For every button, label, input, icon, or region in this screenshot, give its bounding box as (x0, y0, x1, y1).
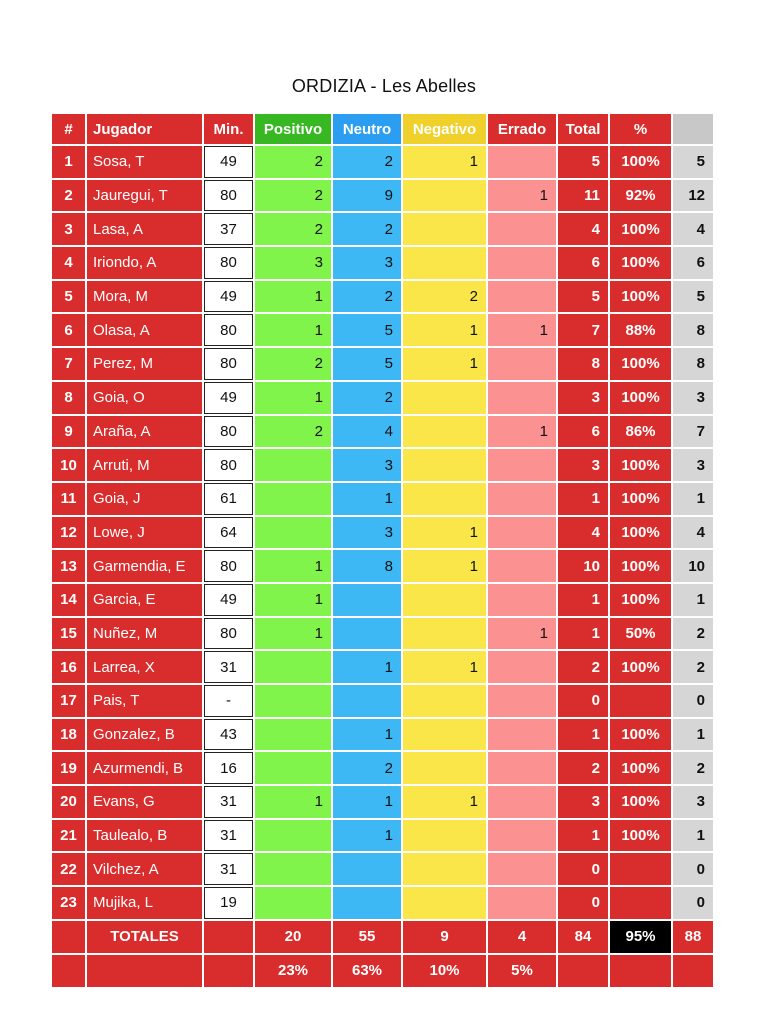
positive-count (255, 752, 331, 784)
extra-count: 8 (673, 348, 713, 380)
pct-num-cell (52, 955, 85, 987)
extra-count: 4 (673, 213, 713, 245)
totals-errado: 4 (488, 921, 556, 953)
total-count: 1 (558, 719, 608, 751)
total-count: 6 (558, 416, 608, 448)
header-positive: Positivo (255, 114, 331, 144)
positive-count: 2 (255, 416, 331, 448)
player-name: Goia, J (87, 483, 202, 515)
errado-count (488, 651, 556, 683)
neutral-count (333, 853, 401, 885)
totals-extra: 88 (673, 921, 713, 953)
positive-count (255, 853, 331, 885)
total-count: 10 (558, 550, 608, 582)
errado-count (488, 887, 556, 919)
header-total: Total (558, 114, 608, 144)
extra-count: 3 (673, 786, 713, 818)
success-percent: 100% (610, 146, 671, 178)
total-count: 1 (558, 483, 608, 515)
success-percent: 100% (610, 517, 671, 549)
negative-count (403, 853, 486, 885)
header-percent: % (610, 114, 671, 144)
success-percent: 100% (610, 752, 671, 784)
positive-count (255, 651, 331, 683)
pct-neutral: 63% (333, 955, 401, 987)
extra-count: 0 (673, 887, 713, 919)
minutes: 80 (204, 180, 253, 212)
totals-label: TOTALES (87, 921, 202, 953)
extra-count: 1 (673, 719, 713, 751)
total-count: 5 (558, 146, 608, 178)
minutes: 31 (204, 820, 253, 852)
extra-count: 2 (673, 618, 713, 650)
negative-count (403, 416, 486, 448)
errado-count (488, 550, 556, 582)
table-row (52, 584, 713, 616)
success-percent: 100% (610, 820, 671, 852)
row-number: 1 (52, 146, 85, 178)
table-row (52, 685, 713, 717)
negative-count (403, 247, 486, 279)
minutes: 80 (204, 618, 253, 650)
row-number: 7 (52, 348, 85, 380)
errado-count (488, 146, 556, 178)
extra-count: 3 (673, 449, 713, 481)
errado-count: 1 (488, 416, 556, 448)
minutes: 80 (204, 314, 253, 346)
minutes: 31 (204, 651, 253, 683)
total-count: 3 (558, 449, 608, 481)
totals-num-cell (52, 921, 85, 953)
total-count: 3 (558, 382, 608, 414)
neutral-count: 9 (333, 180, 401, 212)
table-row (52, 820, 713, 852)
player-name: Evans, G (87, 786, 202, 818)
neutral-count: 2 (333, 382, 401, 414)
row-number: 8 (52, 382, 85, 414)
neutral-count: 4 (333, 416, 401, 448)
total-count: 2 (558, 651, 608, 683)
neutral-count: 1 (333, 820, 401, 852)
negative-count (403, 483, 486, 515)
table-row (52, 247, 713, 279)
extra-count: 8 (673, 314, 713, 346)
player-name: Mora, M (87, 281, 202, 313)
errado-count: 1 (488, 180, 556, 212)
player-name: Arruti, M (87, 449, 202, 481)
row-number: 15 (52, 618, 85, 650)
pct-errado: 5% (488, 955, 556, 987)
table-row (52, 719, 713, 751)
neutral-count: 1 (333, 719, 401, 751)
pct-total-cell (558, 955, 608, 987)
row-number: 3 (52, 213, 85, 245)
positive-count (255, 517, 331, 549)
player-name: Goia, O (87, 382, 202, 414)
header-num: # (52, 114, 85, 144)
totals-min-cell (204, 921, 253, 953)
total-count: 11 (558, 180, 608, 212)
header-minutes: Min. (204, 114, 253, 144)
success-percent: 100% (610, 247, 671, 279)
total-count: 2 (558, 752, 608, 784)
row-number: 5 (52, 281, 85, 313)
errado-count (488, 281, 556, 313)
positive-count (255, 685, 331, 717)
player-name: Sosa, T (87, 146, 202, 178)
extra-count: 2 (673, 752, 713, 784)
extra-count: 1 (673, 820, 713, 852)
header-row (52, 114, 713, 144)
row-number: 19 (52, 752, 85, 784)
negative-count (403, 685, 486, 717)
extra-count: 2 (673, 651, 713, 683)
table-row (52, 146, 713, 178)
errado-count (488, 449, 556, 481)
row-number: 16 (52, 651, 85, 683)
total-count: 4 (558, 213, 608, 245)
row-number: 17 (52, 685, 85, 717)
errado-count: 1 (488, 618, 556, 650)
totals-neutral: 55 (333, 921, 401, 953)
minutes: 64 (204, 517, 253, 549)
positive-count: 2 (255, 180, 331, 212)
negative-count (403, 213, 486, 245)
extra-count: 5 (673, 146, 713, 178)
success-percent (610, 853, 671, 885)
minutes: 43 (204, 719, 253, 751)
errado-count (488, 853, 556, 885)
pct-min-cell (204, 955, 253, 987)
errado-count (488, 382, 556, 414)
extra-count: 1 (673, 483, 713, 515)
row-number: 20 (52, 786, 85, 818)
negative-count (403, 584, 486, 616)
minutes: 49 (204, 146, 253, 178)
extra-count: 0 (673, 853, 713, 885)
neutral-count: 1 (333, 483, 401, 515)
total-count: 7 (558, 314, 608, 346)
success-percent: 100% (610, 483, 671, 515)
extra-count: 6 (673, 247, 713, 279)
success-percent (610, 685, 671, 717)
positive-count (255, 887, 331, 919)
neutral-count: 2 (333, 213, 401, 245)
row-number: 14 (52, 584, 85, 616)
minutes: - (204, 685, 253, 717)
extra-count: 4 (673, 517, 713, 549)
negative-count (403, 449, 486, 481)
minutes: 19 (204, 887, 253, 919)
success-percent: 100% (610, 584, 671, 616)
minutes: 16 (204, 752, 253, 784)
total-count: 5 (558, 281, 608, 313)
positive-count: 1 (255, 550, 331, 582)
positive-count: 1 (255, 281, 331, 313)
success-percent: 50% (610, 618, 671, 650)
total-count: 8 (558, 348, 608, 380)
success-percent: 88% (610, 314, 671, 346)
minutes: 80 (204, 247, 253, 279)
extra-count: 12 (673, 180, 713, 212)
totals-row (52, 921, 713, 953)
negative-count: 1 (403, 146, 486, 178)
errado-count (488, 483, 556, 515)
row-number: 2 (52, 180, 85, 212)
table-row (52, 517, 713, 549)
player-name: Lowe, J (87, 517, 202, 549)
page-title: ORDIZIA - Les Abelles (291, 76, 477, 96)
errado-count (488, 685, 556, 717)
negative-count (403, 820, 486, 852)
neutral-count: 2 (333, 281, 401, 313)
neutral-count (333, 584, 401, 616)
positive-count: 2 (255, 213, 331, 245)
positive-count (255, 449, 331, 481)
table-row (52, 887, 713, 919)
positive-count: 2 (255, 146, 331, 178)
row-number: 9 (52, 416, 85, 448)
neutral-count: 8 (333, 550, 401, 582)
row-number: 11 (52, 483, 85, 515)
player-name: Mujika, L (87, 887, 202, 919)
row-number: 22 (52, 853, 85, 885)
header-errado: Errado (488, 114, 556, 144)
total-count: 1 (558, 820, 608, 852)
negative-count: 1 (403, 786, 486, 818)
negative-count: 1 (403, 550, 486, 582)
row-number: 13 (52, 550, 85, 582)
neutral-count (333, 887, 401, 919)
player-name: Garcia, E (87, 584, 202, 616)
header-neutral: Neutro (333, 114, 401, 144)
percentages-row (52, 955, 713, 987)
positive-count: 1 (255, 618, 331, 650)
table-row (52, 786, 713, 818)
pct-positive: 23% (255, 955, 331, 987)
neutral-count: 3 (333, 247, 401, 279)
negative-count (403, 719, 486, 751)
errado-count (488, 786, 556, 818)
neutral-count: 2 (333, 752, 401, 784)
header-extra (673, 114, 713, 144)
minutes: 31 (204, 786, 253, 818)
row-number: 4 (52, 247, 85, 279)
positive-count: 2 (255, 348, 331, 380)
table-row (52, 180, 713, 212)
totals-total: 84 (558, 921, 608, 953)
extra-count: 7 (673, 416, 713, 448)
row-number: 10 (52, 449, 85, 481)
player-name: Jauregui, T (87, 180, 202, 212)
table-row (52, 416, 713, 448)
errado-count (488, 348, 556, 380)
success-percent: 86% (610, 416, 671, 448)
negative-count: 1 (403, 348, 486, 380)
neutral-count: 1 (333, 651, 401, 683)
extra-count: 5 (673, 281, 713, 313)
table-row (52, 853, 713, 885)
negative-count: 1 (403, 517, 486, 549)
success-percent: 100% (610, 213, 671, 245)
extra-count: 0 (673, 685, 713, 717)
minutes: 49 (204, 584, 253, 616)
neutral-count: 5 (333, 314, 401, 346)
total-count: 0 (558, 685, 608, 717)
row-number: 12 (52, 517, 85, 549)
success-percent: 100% (610, 449, 671, 481)
table-row (52, 449, 713, 481)
success-percent: 100% (610, 550, 671, 582)
success-percent (610, 887, 671, 919)
errado-count (488, 584, 556, 616)
negative-count: 1 (403, 651, 486, 683)
player-name: Gonzalez, B (87, 719, 202, 751)
errado-count (488, 719, 556, 751)
minutes: 80 (204, 550, 253, 582)
success-percent: 92% (610, 180, 671, 212)
positive-count (255, 483, 331, 515)
extra-count: 3 (673, 382, 713, 414)
neutral-count: 2 (333, 146, 401, 178)
positive-count: 1 (255, 314, 331, 346)
header-player: Jugador (87, 114, 202, 144)
player-name: Araña, A (87, 416, 202, 448)
minutes: 80 (204, 348, 253, 380)
errado-count: 1 (488, 314, 556, 346)
player-name: Larrea, X (87, 651, 202, 683)
minutes: 49 (204, 281, 253, 313)
pct-percent-cell (610, 955, 671, 987)
stats-table (50, 112, 715, 989)
minutes: 80 (204, 449, 253, 481)
neutral-count: 3 (333, 449, 401, 481)
player-name: Garmendia, E (87, 550, 202, 582)
total-count: 4 (558, 517, 608, 549)
success-percent: 100% (610, 348, 671, 380)
negative-count (403, 752, 486, 784)
player-name: Vilchez, A (87, 853, 202, 885)
player-name: Taulealo, B (87, 820, 202, 852)
table-row (52, 348, 713, 380)
errado-count (488, 213, 556, 245)
errado-count (488, 752, 556, 784)
neutral-count (333, 685, 401, 717)
positive-count: 1 (255, 786, 331, 818)
minutes: 31 (204, 853, 253, 885)
row-number: 23 (52, 887, 85, 919)
negative-count (403, 382, 486, 414)
table-row (52, 483, 713, 515)
errado-count (488, 247, 556, 279)
negative-count (403, 618, 486, 650)
total-count: 0 (558, 887, 608, 919)
neutral-count: 5 (333, 348, 401, 380)
success-percent: 100% (610, 719, 671, 751)
player-name: Azurmendi, B (87, 752, 202, 784)
negative-count: 1 (403, 314, 486, 346)
player-name: Iriondo, A (87, 247, 202, 279)
table-row (52, 618, 713, 650)
negative-count (403, 180, 486, 212)
player-name: Nuñez, M (87, 618, 202, 650)
player-name: Olasa, A (87, 314, 202, 346)
errado-count (488, 517, 556, 549)
minutes: 61 (204, 483, 253, 515)
negative-count: 2 (403, 281, 486, 313)
pct-negative: 10% (403, 955, 486, 987)
minutes: 37 (204, 213, 253, 245)
total-count: 1 (558, 584, 608, 616)
totals-negative: 9 (403, 921, 486, 953)
minutes: 49 (204, 382, 253, 414)
totals-percent: 95% (610, 921, 671, 953)
success-percent: 100% (610, 382, 671, 414)
total-count: 6 (558, 247, 608, 279)
table-row (52, 651, 713, 683)
totals-positive: 20 (255, 921, 331, 953)
pct-extra-cell (673, 955, 713, 987)
pct-label-cell (87, 955, 202, 987)
positive-count: 1 (255, 382, 331, 414)
extra-count: 10 (673, 550, 713, 582)
neutral-count: 1 (333, 786, 401, 818)
table-row (52, 550, 713, 582)
neutral-count: 3 (333, 517, 401, 549)
minutes: 80 (204, 416, 253, 448)
success-percent: 100% (610, 281, 671, 313)
total-count: 0 (558, 853, 608, 885)
extra-count: 1 (673, 584, 713, 616)
success-percent: 100% (610, 651, 671, 683)
row-number: 6 (52, 314, 85, 346)
player-name: Lasa, A (87, 213, 202, 245)
table-row (52, 281, 713, 313)
table-row (52, 314, 713, 346)
header-negative: Negativo (403, 114, 486, 144)
row-number: 18 (52, 719, 85, 751)
table-row (52, 382, 713, 414)
neutral-count (333, 618, 401, 650)
errado-count (488, 820, 556, 852)
positive-count: 1 (255, 584, 331, 616)
positive-count: 3 (255, 247, 331, 279)
positive-count (255, 820, 331, 852)
player-name: Perez, M (87, 348, 202, 380)
player-name: Pais, T (87, 685, 202, 717)
success-percent: 100% (610, 786, 671, 818)
table-row (52, 213, 713, 245)
row-number: 21 (52, 820, 85, 852)
table-row (52, 752, 713, 784)
positive-count (255, 719, 331, 751)
total-count: 1 (558, 618, 608, 650)
total-count: 3 (558, 786, 608, 818)
negative-count (403, 887, 486, 919)
